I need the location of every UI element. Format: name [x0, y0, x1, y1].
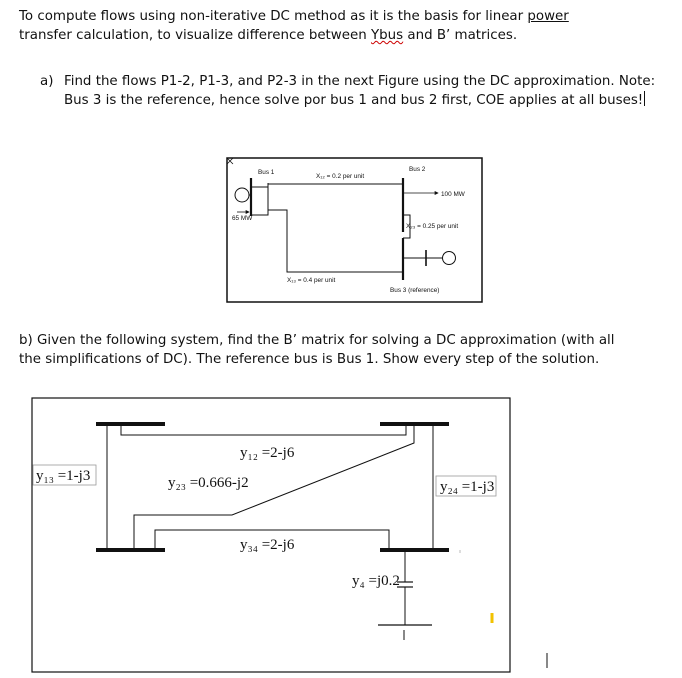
question-a-line2-text: Bus 3 is the reference, hence solve por bus 1 and bus 2 first, COE applies at all buses!: [64, 93, 644, 108]
y12-label: y₁₂ =2-j6: [240, 445, 295, 461]
question-b-line1: b) Given the following system, find the B’ matrix for solving a DC approximation (with all: [19, 333, 615, 348]
gen-65mw-label: 65 MW: [232, 215, 253, 222]
bus3-label: Bus 3 (reference): [390, 287, 440, 294]
y23-label: y₂₃ =0.666-j2: [168, 475, 249, 491]
y4-label: y₄ =j0.2: [352, 573, 400, 589]
y34-label: y₃₄ =2-j6: [240, 537, 295, 553]
intro-line1: To compute flows using non-iterative DC method as it is the basis for linear: [19, 9, 528, 24]
question-a-line1: Find the flows P1-2, P1-3, and P2-3 in the next Figure using the DC approximation. Note:: [64, 74, 656, 89]
load-100mw-label: 100 MW: [441, 191, 465, 198]
bus2-label: Bus 2: [409, 166, 426, 173]
line-1-2: [251, 184, 403, 187]
figure-b: [32, 398, 547, 672]
x12-label: X₁₂ = 0.2 per unit: [316, 173, 365, 180]
generator3-icon: [443, 252, 456, 265]
intro-power-word: power: [527, 9, 569, 24]
line-1-3: [268, 210, 403, 272]
y13-label: y₁₃ =1-j3: [36, 468, 91, 484]
y24-label: y₂₄ =1-j3: [440, 479, 495, 495]
x13-label: X₁₃ = 0.4 per unit: [287, 277, 336, 284]
question-b-line2: the simplifications of DC). The reference bus is Bus 1. Show every step of the solution.: [19, 352, 600, 367]
figure-b-border: [32, 398, 510, 672]
intro-line2: transfer calculation, to visualize difference between: [19, 28, 371, 43]
question-a-marker: a): [40, 74, 54, 89]
bus1-label: Bus 1: [258, 169, 275, 176]
x23-label: X₂₃ = 0.25 per unit: [406, 223, 459, 230]
figure-a: [227, 158, 482, 302]
intro-line2-end: and B’ matrices.: [403, 28, 518, 43]
generator1-icon: [235, 188, 249, 202]
intro-ybus-word: Ybus: [370, 28, 404, 43]
resize-handle-icon: [227, 158, 233, 164]
